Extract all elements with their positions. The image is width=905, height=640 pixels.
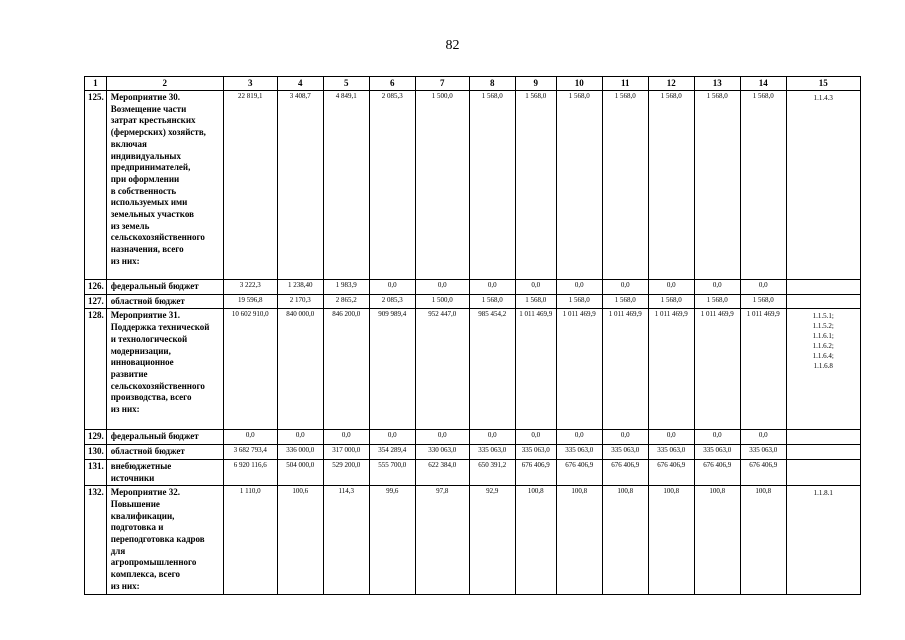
value-cell: 335 063,0: [556, 445, 602, 460]
table-row: [85, 486, 861, 594]
value-cell: 100,8: [515, 486, 556, 594]
value-cell: 92,9: [469, 486, 515, 594]
row-number: 128.: [85, 309, 107, 430]
value-cell: 1 568,0: [694, 294, 740, 309]
value-cell: 335 063,0: [469, 445, 515, 460]
code-cell: 1.1.5.1; 1.1.5.2; 1.1.6.1; 1.1.6.2; 1.1.6.4; 1.1.6.8: [786, 309, 860, 430]
header-cell: 15: [786, 77, 860, 91]
value-cell: 1 011 469,9: [602, 309, 648, 430]
value-cell: 0,0: [415, 280, 469, 295]
value-cell: 1 983,9: [323, 280, 369, 295]
table-row: [85, 280, 861, 295]
header-cell: 4: [277, 77, 323, 91]
value-cell: 1 568,0: [602, 91, 648, 280]
row-number: 129.: [85, 430, 107, 445]
header-row: [85, 77, 861, 91]
value-cell: 0,0: [469, 430, 515, 445]
value-cell: 1 500,0: [415, 294, 469, 309]
row-name: внебюджетные источники: [106, 459, 223, 485]
code-cell: [786, 430, 860, 445]
value-cell: 0,0: [277, 430, 323, 445]
value-cell: 676 406,9: [515, 459, 556, 485]
header-cell: 7: [415, 77, 469, 91]
value-cell: 0,0: [515, 430, 556, 445]
table-body: [85, 77, 861, 595]
value-cell: 840 000,0: [277, 309, 323, 430]
value-cell: 317 000,0: [323, 445, 369, 460]
value-cell: 1 011 469,9: [648, 309, 694, 430]
value-cell: 0,0: [740, 430, 786, 445]
value-cell: 622 384,0: [415, 459, 469, 485]
value-cell: 650 391,2: [469, 459, 515, 485]
header-cell: 3: [223, 77, 277, 91]
value-cell: 676 406,9: [648, 459, 694, 485]
row-number: 126.: [85, 280, 107, 295]
header-cell: 10: [556, 77, 602, 91]
code-cell: [786, 294, 860, 309]
value-cell: 335 063,0: [694, 445, 740, 460]
value-cell: 335 063,0: [515, 445, 556, 460]
value-cell: 0,0: [602, 430, 648, 445]
value-cell: 4 849,1: [323, 91, 369, 280]
code-cell: [786, 459, 860, 485]
value-cell: 0,0: [369, 280, 415, 295]
value-cell: 0,0: [323, 430, 369, 445]
value-cell: 3 222,3: [223, 280, 277, 295]
value-cell: 99,6: [369, 486, 415, 594]
value-cell: 676 406,9: [694, 459, 740, 485]
value-cell: 504 000,0: [277, 459, 323, 485]
value-cell: 1 011 469,9: [515, 309, 556, 430]
value-cell: 0,0: [648, 280, 694, 295]
value-cell: 1 568,0: [740, 91, 786, 280]
value-cell: 985 454,2: [469, 309, 515, 430]
value-cell: 6 920 116,6: [223, 459, 277, 485]
value-cell: 335 063,0: [602, 445, 648, 460]
header-cell: 1: [85, 77, 107, 91]
value-cell: 22 819,1: [223, 91, 277, 280]
value-cell: 0,0: [556, 280, 602, 295]
code-cell: 1.1.4.3: [786, 91, 860, 280]
value-cell: 100,8: [740, 486, 786, 594]
table-row: [85, 309, 861, 430]
value-cell: 335 063,0: [740, 445, 786, 460]
table-row: [85, 294, 861, 309]
value-cell: 114,3: [323, 486, 369, 594]
value-cell: 100,6: [277, 486, 323, 594]
value-cell: 330 063,0: [415, 445, 469, 460]
header-cell: 9: [515, 77, 556, 91]
value-cell: 1 500,0: [415, 91, 469, 280]
page-number: 82: [445, 38, 460, 53]
value-cell: 100,8: [556, 486, 602, 594]
value-cell: 100,8: [602, 486, 648, 594]
code-cell: 1.1.8.1: [786, 486, 860, 594]
header-cell: 13: [694, 77, 740, 91]
value-cell: 0,0: [602, 280, 648, 295]
value-cell: 1 238,40: [277, 280, 323, 295]
value-cell: 676 406,9: [602, 459, 648, 485]
value-cell: 1 568,0: [515, 294, 556, 309]
value-cell: 1 568,0: [648, 294, 694, 309]
row-name: Мероприятие 31. Поддержка технической и технологической модернизации, инновационное развитие сельскохозяйственного производства, всего из них:: [106, 309, 223, 430]
row-name: Мероприятие 32. Повышение квалификации, подготовка и переподготовка кадров для агропромышленного комплекса, всего из них:: [106, 486, 223, 594]
value-cell: 0,0: [369, 430, 415, 445]
header-cell: 5: [323, 77, 369, 91]
value-cell: 1 568,0: [515, 91, 556, 280]
value-cell: 1 011 469,9: [740, 309, 786, 430]
value-cell: 1 568,0: [694, 91, 740, 280]
value-cell: 1 568,0: [602, 294, 648, 309]
budget-table: [84, 76, 861, 595]
value-cell: 1 568,0: [740, 294, 786, 309]
row-name: областной бюджет: [106, 294, 223, 309]
row-name: областной бюджет: [106, 445, 223, 460]
value-cell: 676 406,9: [740, 459, 786, 485]
value-cell: 952 447,0: [415, 309, 469, 430]
header-cell: 14: [740, 77, 786, 91]
value-cell: 336 000,0: [277, 445, 323, 460]
value-cell: 19 596,8: [223, 294, 277, 309]
table-row: [85, 430, 861, 445]
table-row: [85, 91, 861, 280]
value-cell: 335 063,0: [648, 445, 694, 460]
code-cell: [786, 445, 860, 460]
value-cell: 2 085,3: [369, 91, 415, 280]
value-cell: 846 200,0: [323, 309, 369, 430]
header-cell: 11: [602, 77, 648, 91]
value-cell: 0,0: [556, 430, 602, 445]
code-cell: [786, 280, 860, 295]
row-name: федеральный бюджет: [106, 280, 223, 295]
value-cell: 3 682 793,4: [223, 445, 277, 460]
value-cell: 1 568,0: [556, 294, 602, 309]
value-cell: 1 568,0: [648, 91, 694, 280]
value-cell: 909 989,4: [369, 309, 415, 430]
value-cell: 555 700,0: [369, 459, 415, 485]
value-cell: 3 408,7: [277, 91, 323, 280]
value-cell: 2 170,3: [277, 294, 323, 309]
value-cell: 529 200,0: [323, 459, 369, 485]
value-cell: 2 085,3: [369, 294, 415, 309]
row-number: 130.: [85, 445, 107, 460]
value-cell: 0,0: [694, 430, 740, 445]
header-cell: 8: [469, 77, 515, 91]
value-cell: 0,0: [415, 430, 469, 445]
row-name: Мероприятие 30. Возмещение части затрат крестьянских (фермерских) хозяйств, включая индивидуальных предпринимателей, при оформлении в собственность используемых ими земельных участков из земель сельскохозяйственного назначения, всего из них:: [106, 91, 223, 280]
table-row: [85, 445, 861, 460]
table-row: [85, 459, 861, 485]
header-cell: 12: [648, 77, 694, 91]
value-cell: 0,0: [469, 280, 515, 295]
value-cell: 0,0: [515, 280, 556, 295]
row-number: 132.: [85, 486, 107, 594]
value-cell: 2 865,2: [323, 294, 369, 309]
value-cell: 1 011 469,9: [694, 309, 740, 430]
row-number: 131.: [85, 459, 107, 485]
value-cell: 97,8: [415, 486, 469, 594]
value-cell: 0,0: [223, 430, 277, 445]
value-cell: 1 568,0: [469, 91, 515, 280]
row-number: 125.: [85, 91, 107, 280]
value-cell: 1 011 469,9: [556, 309, 602, 430]
value-cell: 10 602 910,0: [223, 309, 277, 430]
header-cell: 6: [369, 77, 415, 91]
row-number: 127.: [85, 294, 107, 309]
value-cell: 676 406,9: [556, 459, 602, 485]
header-cell: 2: [106, 77, 223, 91]
value-cell: 354 289,4: [369, 445, 415, 460]
value-cell: 0,0: [694, 280, 740, 295]
value-cell: 0,0: [648, 430, 694, 445]
row-name: федеральный бюджет: [106, 430, 223, 445]
value-cell: 1 568,0: [469, 294, 515, 309]
value-cell: 1 110,0: [223, 486, 277, 594]
value-cell: 100,8: [694, 486, 740, 594]
value-cell: 0,0: [740, 280, 786, 295]
value-cell: 100,8: [648, 486, 694, 594]
value-cell: 1 568,0: [556, 91, 602, 280]
